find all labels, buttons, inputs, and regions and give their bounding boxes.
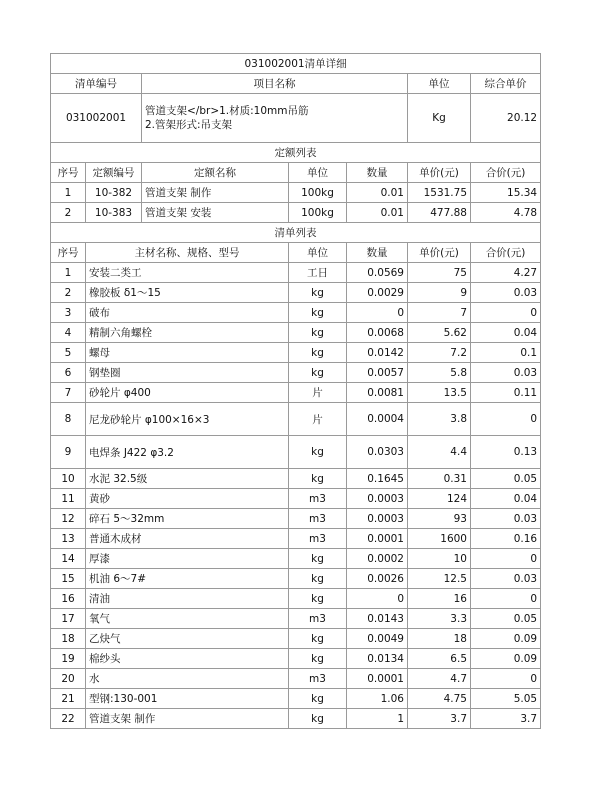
material-qty: 0: [347, 303, 408, 323]
material-unit: m3: [289, 509, 347, 529]
material-name: 棉纱头: [86, 649, 289, 669]
material-total: 0: [471, 403, 541, 436]
material-unit: kg: [289, 469, 347, 489]
material-qty: 0.0002: [347, 549, 408, 569]
material-total: 3.7: [471, 709, 541, 729]
material-row: [51, 303, 541, 323]
material-row: [51, 403, 541, 436]
material-price: 5.8: [408, 363, 471, 383]
material-price: 10: [408, 549, 471, 569]
material-qty: 0.0081: [347, 383, 408, 403]
material-unit: kg: [289, 589, 347, 609]
material-no: 2: [51, 283, 86, 303]
material-qty: 0: [347, 589, 408, 609]
material-total: 0.11: [471, 383, 541, 403]
material-no: 15: [51, 569, 86, 589]
material-total: 0: [471, 669, 541, 689]
material-price: 3.7: [408, 709, 471, 729]
bill-detail-table: [50, 53, 541, 729]
material-no: 13: [51, 529, 86, 549]
material-name: 螺母: [86, 343, 289, 363]
material-total: 0: [471, 549, 541, 569]
quota-header-name: 定额名称: [142, 163, 289, 183]
material-qty: 0.0303: [347, 436, 408, 469]
material-no: 6: [51, 363, 86, 383]
material-unit: 片: [289, 383, 347, 403]
material-name: 砂轮片 φ400: [86, 383, 289, 403]
material-header-name: 主材名称、规格、型号: [86, 243, 289, 263]
material-name: 电焊条 J422 φ3.2: [86, 436, 289, 469]
quota-unit: 100kg: [289, 183, 347, 203]
code-label: 清单编号: [51, 74, 142, 94]
material-unit: m3: [289, 609, 347, 629]
material-total: 0.04: [471, 489, 541, 509]
material-row: [51, 609, 541, 629]
material-price: 7.2: [408, 343, 471, 363]
material-name: 乙炔气: [86, 629, 289, 649]
material-name: 普通木成材: [86, 529, 289, 549]
material-total: 0: [471, 303, 541, 323]
name-label: 项目名称: [142, 74, 408, 94]
quota-qty: 0.01: [347, 183, 408, 203]
material-unit: kg: [289, 363, 347, 383]
material-name: 型钢:130-001: [86, 689, 289, 709]
bill-unit: Kg: [408, 94, 471, 143]
material-unit: kg: [289, 343, 347, 363]
material-total: 0.05: [471, 609, 541, 629]
material-no: 21: [51, 689, 86, 709]
material-row: [51, 529, 541, 549]
material-price: 7: [408, 303, 471, 323]
table-title: 031002001清单详细: [51, 54, 541, 74]
material-no: 7: [51, 383, 86, 403]
material-unit: m3: [289, 529, 347, 549]
material-no: 14: [51, 549, 86, 569]
material-price: 18: [408, 629, 471, 649]
material-name: 橡胶板 δ1～15: [86, 283, 289, 303]
material-qty: 0.0134: [347, 649, 408, 669]
material-total: 0.05: [471, 469, 541, 489]
quota-row: [51, 203, 541, 223]
material-unit: kg: [289, 303, 347, 323]
material-name: 管道支架 制作: [86, 709, 289, 729]
material-row: [51, 469, 541, 489]
material-name: 破布: [86, 303, 289, 323]
bill-price: 20.12: [471, 94, 541, 143]
quota-total: 4.78: [471, 203, 541, 223]
material-row: [51, 649, 541, 669]
material-no: 20: [51, 669, 86, 689]
material-total: 0.03: [471, 363, 541, 383]
material-name: 精制六角螺栓: [86, 323, 289, 343]
quota-unit: 100kg: [289, 203, 347, 223]
material-price: 124: [408, 489, 471, 509]
quota-code: 10-383: [86, 203, 142, 223]
material-unit: kg: [289, 649, 347, 669]
quota-name: 管道支架 制作: [142, 183, 289, 203]
material-no: 9: [51, 436, 86, 469]
material-price: 5.62: [408, 323, 471, 343]
material-price: 75: [408, 263, 471, 283]
material-total: 0.03: [471, 509, 541, 529]
material-unit: m3: [289, 489, 347, 509]
material-header-total: 合价(元): [471, 243, 541, 263]
material-header-price: 单价(元): [408, 243, 471, 263]
material-unit: m3: [289, 669, 347, 689]
material-row: [51, 589, 541, 609]
material-no: 17: [51, 609, 86, 629]
material-row: [51, 629, 541, 649]
material-price: 13.5: [408, 383, 471, 403]
material-unit: kg: [289, 569, 347, 589]
material-price: 12.5: [408, 569, 471, 589]
quota-name: 管道支架 安装: [142, 203, 289, 223]
material-header-qty: 数量: [347, 243, 408, 263]
material-row: [51, 549, 541, 569]
quota-header-no: 序号: [51, 163, 86, 183]
material-unit: kg: [289, 436, 347, 469]
material-total: 0.16: [471, 529, 541, 549]
material-price: 9: [408, 283, 471, 303]
material-total: 0: [471, 589, 541, 609]
material-total: 0.09: [471, 629, 541, 649]
material-price: 16: [408, 589, 471, 609]
material-qty: 0.0142: [347, 343, 408, 363]
quota-no: 2: [51, 203, 86, 223]
quota-total: 15.34: [471, 183, 541, 203]
material-qty: 0.0049: [347, 629, 408, 649]
material-price: 3.3: [408, 609, 471, 629]
material-unit: kg: [289, 709, 347, 729]
unit-label: 单位: [408, 74, 471, 94]
material-name: 水泥 32.5级: [86, 469, 289, 489]
material-price: 1600: [408, 529, 471, 549]
material-total: 0.13: [471, 436, 541, 469]
material-name: 氧气: [86, 609, 289, 629]
material-price: 3.8: [408, 403, 471, 436]
bill-code: 031002001: [51, 94, 142, 143]
material-unit: 片: [289, 403, 347, 436]
material-row: [51, 689, 541, 709]
quota-header-qty: 数量: [347, 163, 408, 183]
material-no: 1: [51, 263, 86, 283]
material-row: [51, 569, 541, 589]
material-unit: 工日: [289, 263, 347, 283]
material-no: 12: [51, 509, 86, 529]
material-qty: 0.0143: [347, 609, 408, 629]
material-qty: 1.06: [347, 689, 408, 709]
material-no: 16: [51, 589, 86, 609]
quota-no: 1: [51, 183, 86, 203]
material-header-no: 序号: [51, 243, 86, 263]
material-price: 0.31: [408, 469, 471, 489]
quota-code: 10-382: [86, 183, 142, 203]
material-qty: 1: [347, 709, 408, 729]
material-total: 4.27: [471, 263, 541, 283]
material-row: [51, 323, 541, 343]
material-row: [51, 283, 541, 303]
quota-header-price: 单价(元): [408, 163, 471, 183]
material-price: 6.5: [408, 649, 471, 669]
material-no: 3: [51, 303, 86, 323]
quota-price: 1531.75: [408, 183, 471, 203]
material-row: [51, 436, 541, 469]
material-qty: 0.0029: [347, 283, 408, 303]
material-no: 5: [51, 343, 86, 363]
quota-header-total: 合价(元): [471, 163, 541, 183]
material-row: [51, 263, 541, 283]
material-price: 93: [408, 509, 471, 529]
material-name: 水: [86, 669, 289, 689]
material-qty: 0.0004: [347, 403, 408, 436]
bill-name-line-1: 管道支架</br>1.材质:10mm吊筋: [145, 105, 309, 117]
material-qty: 0.0003: [347, 489, 408, 509]
material-name: 尼龙砂轮片 φ100×16×3: [86, 403, 289, 436]
material-row: [51, 489, 541, 509]
material-no: 10: [51, 469, 86, 489]
material-total: 0.03: [471, 569, 541, 589]
material-qty: 0.0001: [347, 529, 408, 549]
material-qty: 0.0068: [347, 323, 408, 343]
material-no: 22: [51, 709, 86, 729]
material-total: 5.05: [471, 689, 541, 709]
material-no: 19: [51, 649, 86, 669]
material-qty: 0.1645: [347, 469, 408, 489]
material-qty: 0.0057: [347, 363, 408, 383]
material-qty: 0.0003: [347, 509, 408, 529]
bill-name-line-2: 2.管架形式:吊支架: [145, 119, 233, 131]
material-name: 黄砂: [86, 489, 289, 509]
quota-section-title: 定额列表: [51, 143, 541, 163]
material-qty: 0.0026: [347, 569, 408, 589]
material-total: 0.04: [471, 323, 541, 343]
quota-header-unit: 单位: [289, 163, 347, 183]
material-header-unit: 单位: [289, 243, 347, 263]
material-price: 4.7: [408, 669, 471, 689]
material-name: 清油: [86, 589, 289, 609]
material-qty: 0.0569: [347, 263, 408, 283]
material-row: [51, 709, 541, 729]
material-total: 0.09: [471, 649, 541, 669]
material-no: 8: [51, 403, 86, 436]
material-unit: kg: [289, 629, 347, 649]
material-name: 钢垫圈: [86, 363, 289, 383]
material-row: [51, 669, 541, 689]
material-name: 厚漆: [86, 549, 289, 569]
material-price: 4.75: [408, 689, 471, 709]
material-total: 0.1: [471, 343, 541, 363]
material-price: 4.4: [408, 436, 471, 469]
quota-price: 477.88: [408, 203, 471, 223]
material-name: 碎石 5～32mm: [86, 509, 289, 529]
price-label: 综合单价: [471, 74, 541, 94]
material-unit: kg: [289, 283, 347, 303]
quota-qty: 0.01: [347, 203, 408, 223]
material-unit: kg: [289, 323, 347, 343]
material-unit: kg: [289, 689, 347, 709]
quota-header-code: 定额编号: [86, 163, 142, 183]
material-row: [51, 509, 541, 529]
quota-row: [51, 183, 541, 203]
material-name: 安装二类工: [86, 263, 289, 283]
bill-name: [142, 94, 408, 143]
material-no: 11: [51, 489, 86, 509]
material-qty: 0.0001: [347, 669, 408, 689]
material-row: [51, 383, 541, 403]
material-section-title: 清单列表: [51, 223, 541, 243]
material-unit: kg: [289, 549, 347, 569]
material-total: 0.03: [471, 283, 541, 303]
material-no: 18: [51, 629, 86, 649]
material-name: 机油 6～7#: [86, 569, 289, 589]
material-row: [51, 363, 541, 383]
material-no: 4: [51, 323, 86, 343]
material-row: [51, 343, 541, 363]
